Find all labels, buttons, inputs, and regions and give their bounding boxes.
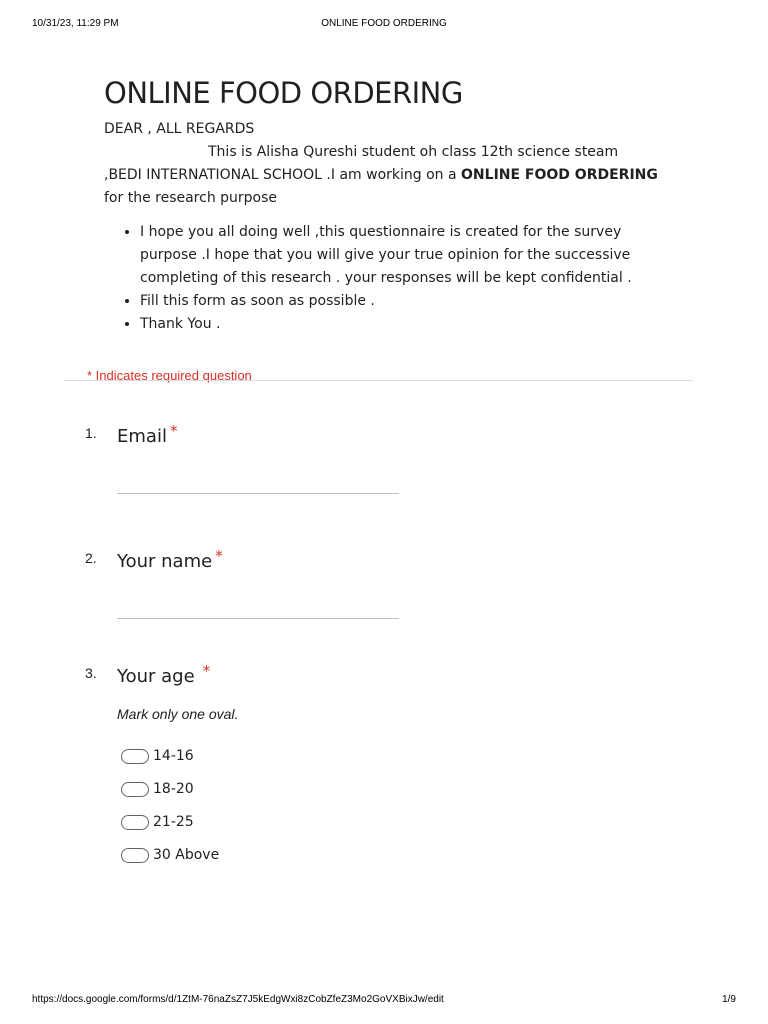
question-title-email <box>117 422 178 447</box>
option-label: 30 Above <box>153 847 220 863</box>
question-number: 2. <box>85 550 97 566</box>
required-asterisk: * <box>169 422 178 440</box>
name-field[interactable] <box>117 618 399 619</box>
print-datetime: 10/31/23, 11:29 PM <box>32 18 119 29</box>
age-option[interactable] <box>121 812 194 832</box>
radio-oval[interactable] <box>121 815 149 830</box>
option-label: 18-20 <box>153 781 194 797</box>
question-label: Email <box>117 426 167 447</box>
question-title-age <box>117 662 211 687</box>
required-asterisk: * <box>215 547 223 565</box>
age-option[interactable] <box>121 746 194 766</box>
bullet-list <box>104 221 664 336</box>
list-item: • I hope you all doing well ,this questionnaire is created for the survey purpose .I hope that you will give your true opinion for the successive completing of this research . your responses will be kept confidential . <box>140 221 664 290</box>
greeting: DEAR , ALL REGARDS <box>104 121 255 137</box>
intro-text: ,BEDI INTERNATIONAL SCHOOL .I am working on a <box>104 167 462 183</box>
form-description <box>104 118 664 336</box>
age-option[interactable] <box>121 779 194 799</box>
intro-line: This is Alisha Qureshi student oh class 12th science steam <box>208 144 619 160</box>
question-number: 1. <box>85 425 97 441</box>
radio-oval[interactable] <box>121 848 149 863</box>
email-field[interactable] <box>117 493 399 494</box>
option-label: 14-16 <box>153 748 194 764</box>
intro-bold: ONLINE FOOD ORDERING <box>461 167 658 183</box>
question-number: 3. <box>85 665 97 681</box>
divider <box>64 380 693 381</box>
list-item: • Thank You . <box>140 313 664 336</box>
intro-paragraph <box>104 164 664 210</box>
option-label: 21-25 <box>153 814 194 830</box>
radio-oval[interactable] <box>121 749 149 764</box>
intro-text-end: for the research purpose <box>104 190 278 206</box>
list-item: • Fill this form as soon as possible . <box>140 290 664 313</box>
radio-oval[interactable] <box>121 782 149 797</box>
question-label: Your age <box>117 666 195 687</box>
print-page-number: 1/9 <box>722 994 736 1005</box>
question-title-name <box>117 547 223 572</box>
question-label: Your name <box>117 551 213 572</box>
form-title: ONLINE FOOD ORDERING <box>104 76 463 110</box>
print-page-title: ONLINE FOOD ORDERING <box>321 18 447 29</box>
age-option[interactable] <box>121 845 219 865</box>
print-url: https://docs.google.com/forms/d/1ZtM-76naZsZ7J5kEdgWxi8zCobZfeZ3Mo2GoVXBixJw/edit <box>32 994 444 1005</box>
required-asterisk: * <box>202 662 211 680</box>
required-note: * Indicates required question <box>87 368 252 383</box>
question-hint: Mark only one oval. <box>117 706 239 722</box>
